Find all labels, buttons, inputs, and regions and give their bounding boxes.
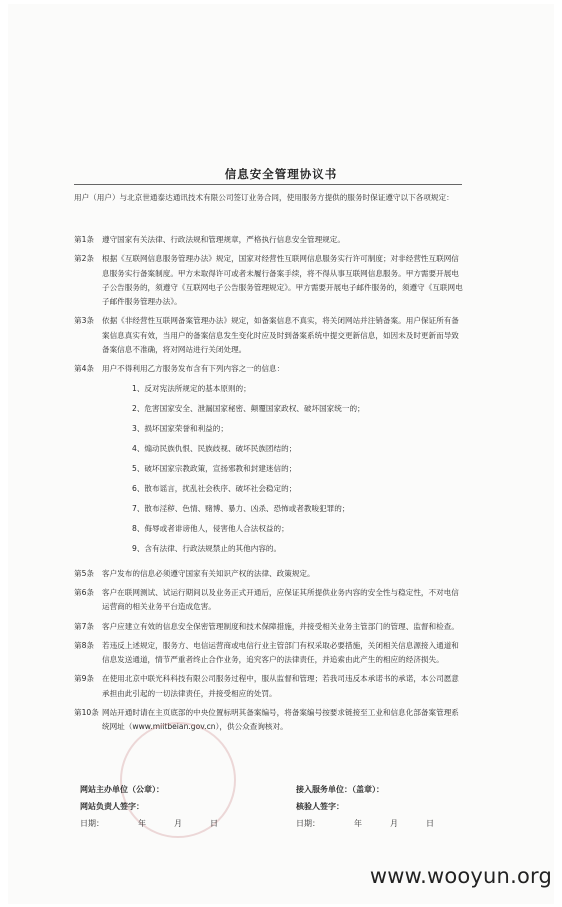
clause-text: 依据《非经营性互联网备案管理办法》规定，如备案信息不真实，将关闭网站并注销备案。用户保证所有备案信息真实有效，当用户的备案信息发生变化时应及时到备案系统中提交更新信息，如因未及时更新而导致备案信息不准确，将对网站进行关闭处理。 [102, 316, 459, 355]
provider-signature-block [296, 781, 462, 832]
date-label: 日期： [296, 819, 320, 828]
clause-number: 第4条 [74, 364, 95, 374]
list-item: 9、含有法律、行政法规禁止的其他内容的。 [132, 543, 282, 553]
clause-3 [74, 314, 466, 357]
month-label: 月 [390, 819, 398, 828]
list-item: 7、散布淫秽、色情、赌博、暴力、凶杀、恐怖或者教唆犯罪的； [132, 503, 350, 513]
clause-text: 遵守国家有关法律、行政法规和管理规章，严格执行信息安全管理规定。 [102, 235, 345, 244]
clause-1 [74, 233, 466, 247]
list-item: 3、损坏国家荣誉和利益的； [132, 423, 228, 433]
clause-number: 第2条 [74, 254, 95, 264]
provider-date-line [296, 815, 462, 832]
clause-text: 客户应建立有效的信息安全保密管理制度和技术保障措施，并接受相关业务主管部门的管理、监督和检查。 [102, 621, 459, 631]
host-person-label: 网站负责人签字： [80, 802, 144, 811]
clause-text: 根据《互联网信息服务管理办法》规定，国家对经营性互联网信息服务实行许可制度；对非经营性互联网信息服务实行备案制度。甲方未取得许可或者未履行备案手续，将不得从事互联网信息服务。甲方需要开展电子公告服务的，须遵守《互联网电子公告服务管理规定》。甲方需要开展电子邮件服务的，须遵守《互联网电子邮件服务管理办法》。 [102, 254, 463, 307]
list-item: 5、破坏国家宗教政策，宣扬邪教和封建迷信的； [132, 463, 297, 473]
verifier-person-label: 核验人签字： [296, 802, 344, 811]
intro-paragraph: 用户（用户）与北京世通泰达通讯技术有限公司签订业务合同，使用服务方提供的服务时保证遵守以下各项规定： [74, 193, 454, 202]
year-label: 年 [354, 819, 362, 828]
clause-10 [74, 706, 466, 735]
clause-text: 在使用北京中联光科科技有限公司服务过程中，服从监督和管理；若我司违反本承诺书的承诺，本公司愿意承担由此引起的一切法律责任，并接受相应的处罚。 [102, 674, 459, 698]
clause-2 [74, 252, 466, 309]
day-label: 日 [210, 819, 218, 828]
provider-unit-label: 接入服务单位：（盖章）： [296, 785, 384, 794]
list-item: 6、散布谣言，扰乱社会秩序、破坏社会稳定的； [132, 483, 297, 493]
clause-number: 第7条 [74, 621, 95, 631]
clause-6 [74, 586, 466, 615]
clause-number: 第9条 [74, 674, 95, 684]
host-unit-label: 网站主办单位（公章）： [80, 785, 164, 794]
date-label: 日期： [80, 819, 104, 828]
list-item: 4、煽动民族仇恨、民族歧视、破坏民族团结的； [132, 443, 297, 453]
clause-4 [74, 362, 466, 561]
clause-text: 客户在联网测试、试运行期间以及业务正式开通后，应保证其所提供业务内容的安全性与稳定性，不对电信运营商的相关业务平台造成危害。 [102, 587, 459, 612]
clause-7 [74, 620, 466, 634]
title-divider [74, 184, 462, 185]
month-label: 月 [174, 819, 182, 828]
clause-number: 第3条 [74, 316, 95, 326]
host-date-line [80, 815, 246, 832]
clause-number: 第5条 [74, 568, 95, 578]
clause-text: 网站开通时请在主页底部的中央位置标明其备案编号，将备案编号按要求链接至工业和信息化部备案管理系统网址（www.miitbeian.gov.cn），供公众查询核对。 [102, 708, 459, 732]
clause-text: 若违反上述规定，服务方、电信运营商或电信行业主管部门有权采取必要措施，关闭相关信息源接入通道和信息发送通道，情节严重者终止合作业务，追究客户的法律责任，并追索由此产生的相应的经济损失。 [102, 640, 459, 665]
clause-8 [74, 639, 466, 668]
list-item: 8、侮辱或者诽谤他人，侵害他人合法权益的； [132, 523, 289, 533]
clause-number: 第1条 [74, 235, 95, 244]
clause-list [74, 233, 466, 740]
clause-5 [74, 567, 466, 581]
clause-9 [74, 672, 466, 701]
clause-number: 第6条 [74, 587, 95, 597]
clause-number: 第10条 [74, 708, 99, 718]
clause-number: 第8条 [74, 640, 95, 650]
clause-text: 客户发布的信息必须遵守国家有关知识产权的法律、政策规定。 [102, 568, 315, 578]
clause-text: 用户不得利用乙方服务发布含有下列内容之一的信息： [102, 364, 285, 374]
document-title: 信息安全管理协议书 [224, 167, 338, 181]
prohibited-content-list [102, 379, 466, 559]
host-signature-block [80, 781, 246, 832]
day-label: 日 [426, 819, 434, 828]
list-item: 1、反对宪法所规定的基本原则的； [132, 383, 251, 393]
clause-body [102, 362, 466, 561]
year-label: 年 [138, 819, 146, 828]
site-watermark: www.wooyun.org [369, 864, 552, 888]
list-item: 2、危害国家安全、泄漏国家秘密、颠覆国家政权、破坏国家统一的； [132, 403, 365, 413]
